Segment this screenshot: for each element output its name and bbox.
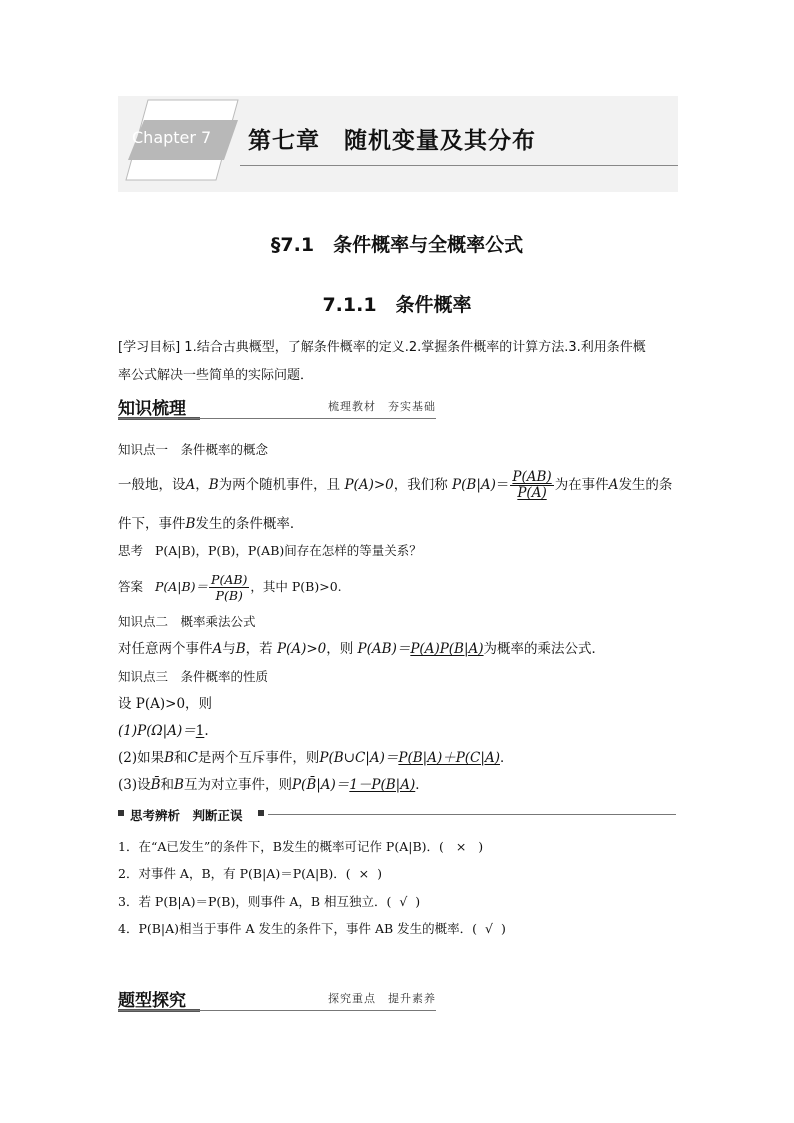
header-rule [118,418,436,419]
chapter-title: 第七章 随机变量及其分布 [248,128,536,154]
judgment-text: 1．在“A已发生”的条件下，B发生的概率可记作 P(A|B)．( [118,839,444,854]
think-question [118,541,422,561]
square-bullet-icon [258,810,266,818]
text: ，若 [245,641,273,657]
knowledge-header-title: 知识梳理 [118,399,186,419]
chapter-tag: Chapter 7 [132,128,212,147]
text: 对任意两个事件 [118,641,213,657]
think-judge-title: 思考辨析 判断正误 [130,808,243,823]
definition-line-1 [118,470,672,501]
var-b: B [174,777,184,793]
text: . [204,723,209,739]
definition-line-2 [118,514,303,534]
answer-formula: P(A|B)＝ [154,579,209,594]
think-answer [118,572,342,603]
judgment-mark: √ [485,921,493,936]
text: 一般地，设 [118,477,186,493]
header-rule [268,814,676,815]
var-b: B [208,477,219,493]
explore-header-title: 题型探究 [118,991,186,1011]
var-b: B [164,750,175,766]
formula: P(A)>0 [276,641,327,657]
text: (3)设 [118,777,151,793]
text: 是两个互斥事件，则 [197,750,320,766]
section-title: §7.1 条件概率与全概率公式 [270,234,524,256]
explore-header [118,986,436,1014]
fraction-denominator: P(B) [215,588,243,603]
answer-fraction [209,572,249,603]
text: 和 [174,750,188,766]
property-2 [118,748,513,768]
blank-answer: P(A)P(B|A) [410,641,484,657]
answer-label: 答案 [118,579,144,594]
formula: P(B|A) [452,477,496,493]
text: 为概率的乘法公式． [483,641,606,657]
text: 互为对立事件，则 [183,777,292,793]
var-a: A [608,477,619,493]
formula: P(B̄|A)＝ [291,777,350,793]
var-a: A [185,477,196,493]
think-text: P(A|B)，P(B)，P(AB)间存在怎样的等量关系？ [154,543,422,558]
learning-goals-line-2: 率公式解决一些简单的实际问题． [118,368,314,383]
judgment-item [118,837,483,857]
text: ) [415,894,421,909]
property-3 [118,775,429,795]
text: 为两个随机事件，且 [218,477,341,493]
judgment-text: 4．P(B|A)相当于事件 A 发生的条件下，事件 AB 发生的概率．( [118,921,478,936]
multiplication-rule [118,639,605,659]
text: 为在事件 [554,477,609,493]
text: ) [478,839,484,854]
text: 与 [222,641,236,657]
knowledge-point-3-title: 知识点三 条件概率的性质 [118,669,269,684]
text: 发生的条件概率． [195,516,304,532]
judgment-mark: × [358,866,370,881]
knowledge-header-slogan: 梳理教材 夯实基础 [328,400,436,413]
formula: P(AB)＝ [357,641,411,657]
var-b: B [235,641,246,657]
text: 发生的条 [618,477,673,493]
judgment-text: 2．对事件 A，B，有 P(B|A)＝P(A|B)．( [118,866,351,881]
property-intro: 设 P(A)>0，则 [118,696,213,712]
conditional-fraction [510,470,553,501]
property-1 [118,721,209,741]
formula: P(B∪C|A)＝ [319,750,399,766]
judgment-mark: √ [399,894,408,909]
learning-goals-line-1 [118,338,646,358]
chapter-divider [240,165,678,166]
explore-header-slogan: 探究重点 提升素养 [328,992,436,1005]
answer-tail: ，其中 P(B)>0. [250,579,342,594]
fraction-numerator: P(AB) [512,469,552,485]
text: ＝ [495,477,510,493]
header-rule [118,1010,436,1011]
subsection-title: 7.1.1 条件概率 [322,294,472,316]
text: ) [377,866,382,881]
var-b-bar: B̄ [150,777,161,793]
var-b: B [185,516,196,532]
judgment-item [118,864,382,884]
fraction-numerator: P(AB) [211,572,248,587]
blank-answer: 1 [195,723,205,739]
judgment-mark: × [455,839,467,854]
judgment-item [118,919,506,939]
text: ，则 [326,641,354,657]
text: ) [500,921,506,936]
text: ． [499,750,514,766]
text: ，我们称 [393,477,448,493]
square-bullet-icon [118,810,126,818]
var-a: A [212,641,223,657]
think-label: 思考 [118,543,144,558]
knowledge-point-2-title: 知识点二 概率乘法公式 [118,614,256,629]
learning-goals-text: 1.结合古典概型，了解条件概率的定义.2.掌握条件概率的计算方法.3.利用条件概 [184,340,646,355]
text: ． [415,777,429,793]
formula: (1)P(Ω|A)＝ [118,723,196,739]
fraction-denominator: P(A) [517,485,547,501]
learning-goals-label: [学习目标] [118,340,181,355]
blank-answer: 1－P(B|A) [349,777,416,793]
var-c: C [187,750,198,766]
text: 和 [160,777,175,793]
think-judge-header [118,806,676,824]
knowledge-point-1-title: 知识点一 条件概率的概念 [118,442,269,457]
formula: P(A)>0 [344,477,394,493]
text: 件下，事件 [118,516,186,532]
judgment-text: 3．若 P(B|A)＝P(B)，则事件 A，B 相互独立．( [118,894,392,909]
blank-answer: P(B|A)＋P(C|A) [398,750,500,766]
text: (2)如果 [118,750,165,766]
text: ， [195,477,209,493]
knowledge-header [118,394,436,422]
judgment-item [118,892,420,912]
